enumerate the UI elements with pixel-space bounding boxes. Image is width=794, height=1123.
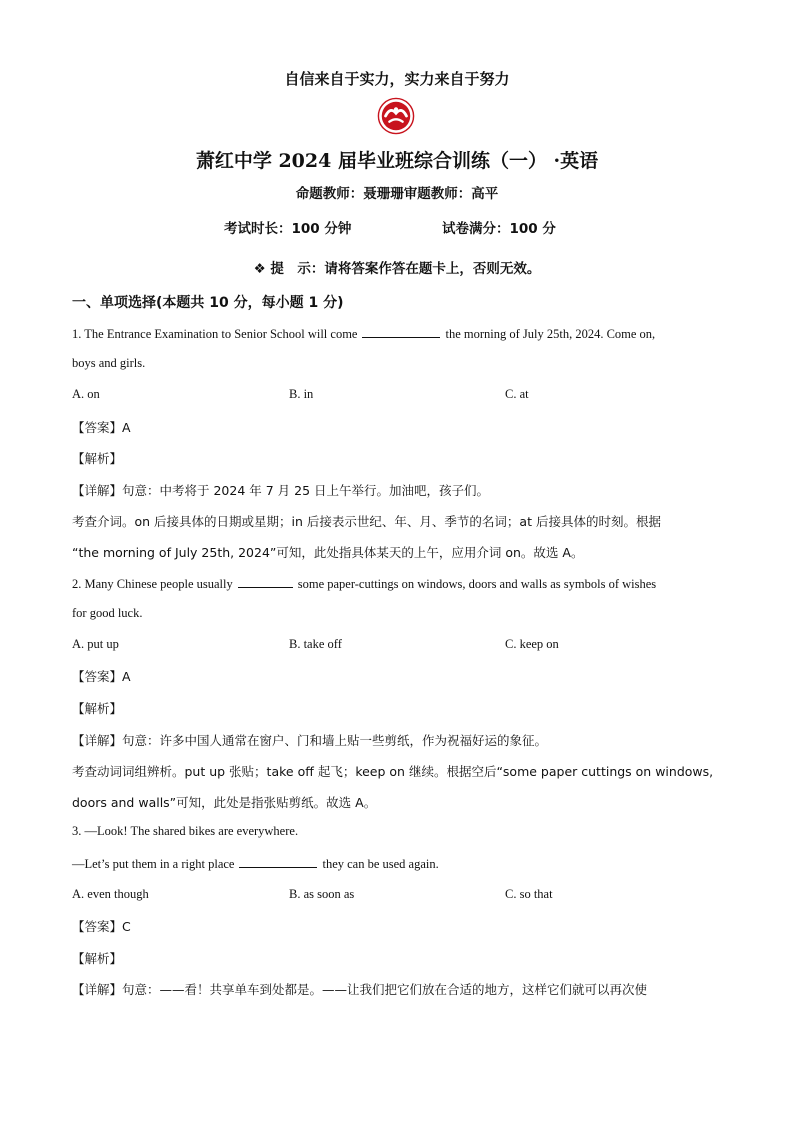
school-logo xyxy=(377,97,415,135)
answer-label: 【答案】A xyxy=(72,420,131,435)
question-3-stem-after: they can be used again. xyxy=(322,857,439,871)
explanation-line: “the morning of July 25th, 2024”可知，此处指具体某天的上午，应用介词 on。故选 A。 xyxy=(72,545,584,560)
exam-title: 萧红中学 2024 届毕业班综合训练（一） ·英语 xyxy=(195,150,599,172)
question-1-stem-before: 1. The Entrance Examination to Senior School will come xyxy=(72,327,358,341)
option-a: A. on xyxy=(72,387,100,401)
option-b: B. as soon as xyxy=(289,887,355,901)
analysis-label: 【解析】 xyxy=(72,701,123,716)
answer-blank xyxy=(238,575,293,588)
question-2-stem-after: some paper-cuttings on windows, doors and walls as symbols of wishes xyxy=(297,577,657,591)
option-b: B. take off xyxy=(289,637,342,651)
analysis-label: 【解析】 xyxy=(72,451,123,466)
detail-text: 【详解】句意：许多中国人通常在窗户、门和墙上贴一些剪纸，作为祝福好运的象征。 xyxy=(72,733,548,748)
option-a: A. even though xyxy=(72,887,149,901)
answer-label: 【答案】A xyxy=(72,669,131,684)
question-1-stem-after: the morning of July 25th, 2024. Come on, xyxy=(445,327,656,341)
question-3-stem-before: —Let’s put them in a right place xyxy=(72,857,235,871)
answer-blank xyxy=(362,325,440,338)
analysis-label: 【解析】 xyxy=(72,951,123,966)
explanation-line: doors and walls”可知，此处是指张贴剪纸。故选 A。 xyxy=(72,795,377,810)
option-c: C. at xyxy=(505,387,529,401)
section-heading: 一、单项选择(本题共 10 分，每小题 1 分) xyxy=(72,295,344,311)
question-1-stem-line2: boys and girls. xyxy=(72,356,146,370)
option-c: C. so that xyxy=(505,887,553,901)
question-2-stem-before: 2. Many Chinese people usually xyxy=(72,577,233,591)
question-2-stem-line2: for good luck. xyxy=(72,606,143,620)
question-3-stem: 3. —Look! The shared bikes are everywhere. xyxy=(72,824,299,838)
question-1-stem xyxy=(72,325,655,342)
option-c: C. keep on xyxy=(505,637,559,651)
exam-duration: 考试时长：100 分钟 xyxy=(224,221,352,237)
answer-tip: ❖ 提 示：请将答案作答在题卡上，否则无效。 xyxy=(253,261,541,277)
detail-text: 【详解】句意：——看！共享单车到处都是。——让我们把它们放在合适的地方，这样它们就可以再次使 xyxy=(72,982,648,997)
option-b: B. in xyxy=(289,387,314,401)
detail-text: 【详解】句意：中考将于 2024 年 7 月 25 日上午举行。加油吧，孩子们。 xyxy=(72,483,490,498)
full-score: 试卷满分：100 分 xyxy=(442,221,556,237)
answer-blank xyxy=(239,855,317,868)
explanation-line: 考查介词。on 后接具体的日期或星期；in 后接表示世纪、年、月、季节的名词；at 后接具体的时刻。根据 xyxy=(72,514,661,529)
question-2-stem xyxy=(72,575,656,592)
option-a: A. put up xyxy=(72,637,119,651)
teachers-line: 命题教师：聂珊珊审题教师：高平 xyxy=(295,186,499,202)
motto: 自信来自于实力，实力来自于努力 xyxy=(284,70,510,88)
question-3-stem-line2 xyxy=(72,855,439,872)
answer-label: 【答案】C xyxy=(72,919,131,934)
explanation-line: 考查动词词组辨析。put up 张贴；take off 起飞；keep on 继续。根据空后“some paper cuttings on windows, xyxy=(72,764,714,779)
